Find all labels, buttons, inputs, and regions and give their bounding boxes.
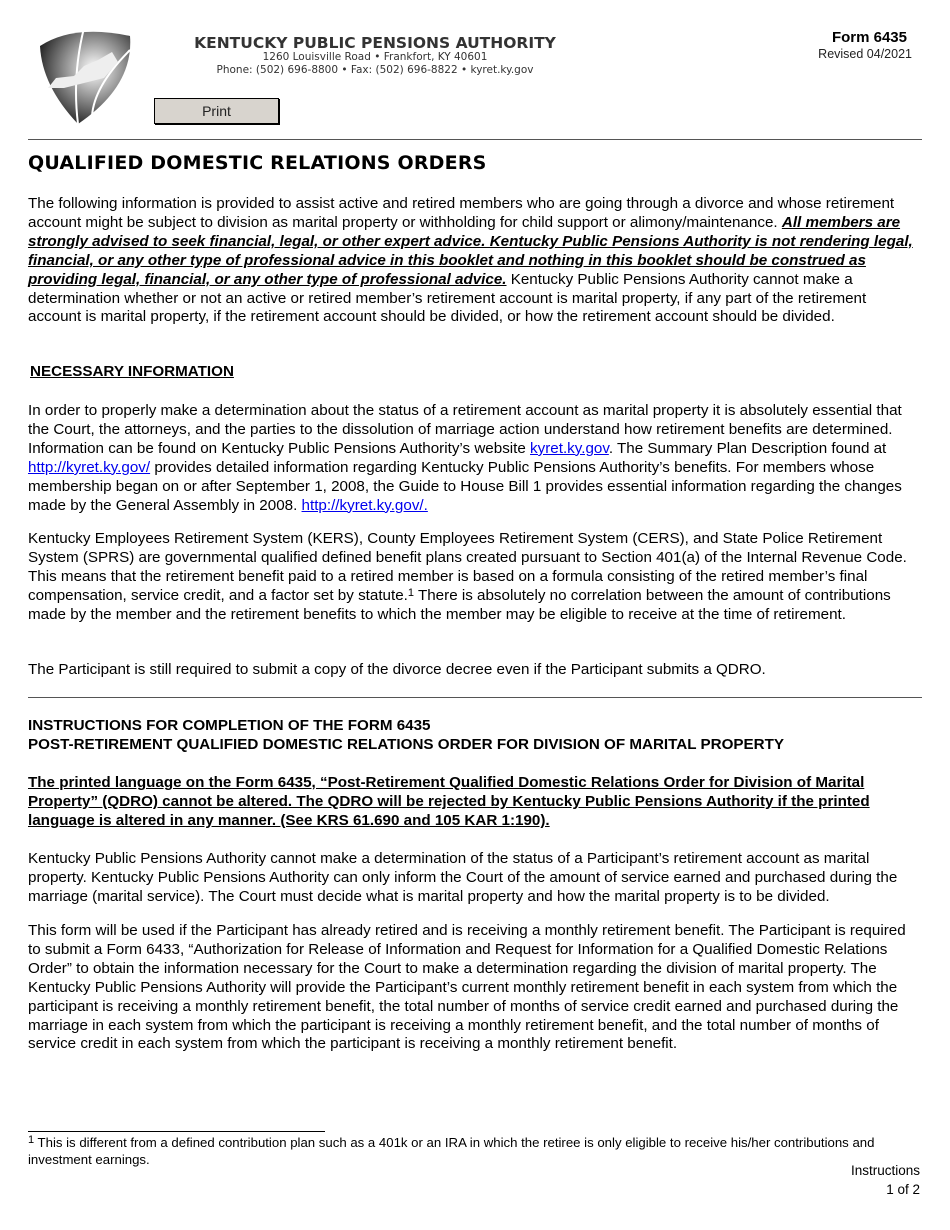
- necessary-paragraph-3: The Participant is still required to submit a copy of the divorce decree even if the Participant submits a QDRO.: [28, 661, 766, 678]
- footnote-number: 1: [28, 1134, 35, 1146]
- footnote: [28, 1134, 914, 1168]
- org-address: 1260 Louisville Road • Frankfort, KY 40601: [262, 51, 488, 63]
- header-divider: [28, 139, 922, 140]
- text: Kentucky Employees Retirement System (KERS), County Employees Retirement System (CERS), and State Police Retirement System (SPRS) are governmental qualified defined benefit plans created pursuant to Section 401(a) of the Internal Revenue Code. This means that the retirement benefit paid to a retired member is based on a formula consisting of the retired member’s final compensation, service credit, and a factor set by statute.: [28, 530, 907, 604]
- necessary-paragraph-2: [28, 530, 914, 625]
- intro-paragraph: [28, 195, 914, 327]
- text: There is absolutely no correlation between the amount of contributions made by the member and the retirement benefits to which the member may be eligible to receive at the time of retirement.: [28, 586, 891, 623]
- kyret-url-link-2[interactable]: http://kyret.ky.gov/.: [301, 496, 428, 514]
- intro-text: The following information is provided to assist active and retired members who are going through a divorce and whose retirement account might be subject to division as marital property or withholding for child support or alimony/maintenance.: [28, 195, 895, 231]
- text: . The Summary Plan Description found at: [608, 439, 887, 457]
- print-button[interactable]: Print: [154, 98, 279, 124]
- alteration-warning: The printed language on the Form 6435, “Post-Retirement Qualified Domestic Relations Order for Division of Marital Property” (QDRO) cannot be altered. The QDRO will be rejected by Kentucky Public Pensions Authority if the printed language is altered in any manner. (See KRS 61.690 and 105 KAR 1:190).: [28, 774, 870, 829]
- revised-date: Revised 04/2021: [818, 47, 912, 61]
- advice-disclaimer: All members are strongly advised to seek financial, legal, or other expert advice. Kentucky Public Pensions Authority is not rendering legal, financial, or any other type of professional advice in this booklet and nothing in this booklet should be construed as providing legal, financial, or any other type of professional advice.: [28, 213, 913, 288]
- instructions-paragraph-1: Kentucky Public Pensions Authority cannot make a determination of the status of a Participant’s retirement account as marital property. Kentucky Public Pensions Authority can only inform the Court of the amount of service earned and purchased during the marriage (marital service). The Court must decide what is marital property and how the marital property is to be divided.: [28, 850, 898, 905]
- org-contact: Phone: (502) 696-8800 • Fax: (502) 696-8822 • kyret.ky.gov: [216, 64, 534, 76]
- section-divider: [28, 697, 922, 698]
- kppa-logo: [34, 26, 134, 126]
- footnote-ref: 1: [407, 586, 415, 599]
- footer-label: Instructions: [850, 1163, 920, 1178]
- org-name: KENTUCKY PUBLIC PENSIONS AUTHORITY: [194, 34, 556, 52]
- instructions-paragraph-2: This form will be used if the Participant has already retired and is receiving a monthly retirement benefit. The Participant is required to submit a Form 6433, “Authorization for Release of Information and Request for Information for a Qualified Domestic Relations Order” to obtain the information necessary for the Court to make a determination regarding the division of marital property. The Kentucky Public Pensions Authority will provide the Participant’s current monthly retirement benefit in each system from which the participant is receiving a monthly retirement benefit, the total number of months of service credit earned and purchased during the marriage in each system from which the participant is receiving a monthly retirement benefit, and the total number of months of service credit in each system from which the participant is receiving a monthly retirement benefit.: [28, 922, 906, 1053]
- footnote-text: This is different from a defined contribution plan such as a 401k or an IRA in which the retiree is only eligible to receive his/her contributions and investment earnings.: [28, 1135, 875, 1167]
- instructions-heading-2: POST-RETIREMENT QUALIFIED DOMESTIC RELATIONS ORDER FOR DIVISION OF MARITAL PROPERTY: [28, 736, 785, 753]
- kyret-link[interactable]: kyret.ky.gov: [530, 439, 609, 457]
- page-title: QUALIFIED DOMESTIC RELATIONS ORDERS: [28, 152, 487, 174]
- page-number: 1 of 2: [886, 1182, 920, 1197]
- necessary-paragraph-1: [28, 402, 914, 515]
- section-heading-necessary: NECESSARY INFORMATION: [30, 363, 234, 380]
- form-number: Form 6435: [831, 29, 907, 46]
- intro-text-cont: Kentucky Public Pensions Authority cannot make a determination whether or not an active or retired member’s retirement account is marital property, if any part of the retirement account is marital property, if the retirement account should be divided, or how the retirement account should be divided.: [28, 270, 867, 326]
- footnote-divider: [28, 1131, 325, 1132]
- text: provides detailed information regarding Kentucky Public Pensions Authority’s benefits. For members whose membership began on or after September 1, 2008, the Guide to House Bill 1 provides essential information regarding the changes made by the General Assembly in 2008.: [28, 458, 902, 514]
- kyret-url-link[interactable]: http://kyret.ky.gov/: [28, 458, 151, 476]
- text: In order to properly make a determination about the status of a retirement account as marital property it is absolutely essential that the Court, the attorneys, and the parties to the dissolution of marriage action understand how retirement benefits are determined. Information can be found on Kentucky Public Pensions Authority’s website: [28, 402, 902, 457]
- instructions-heading-1: INSTRUCTIONS FOR COMPLETION OF THE FORM 6435: [28, 717, 431, 734]
